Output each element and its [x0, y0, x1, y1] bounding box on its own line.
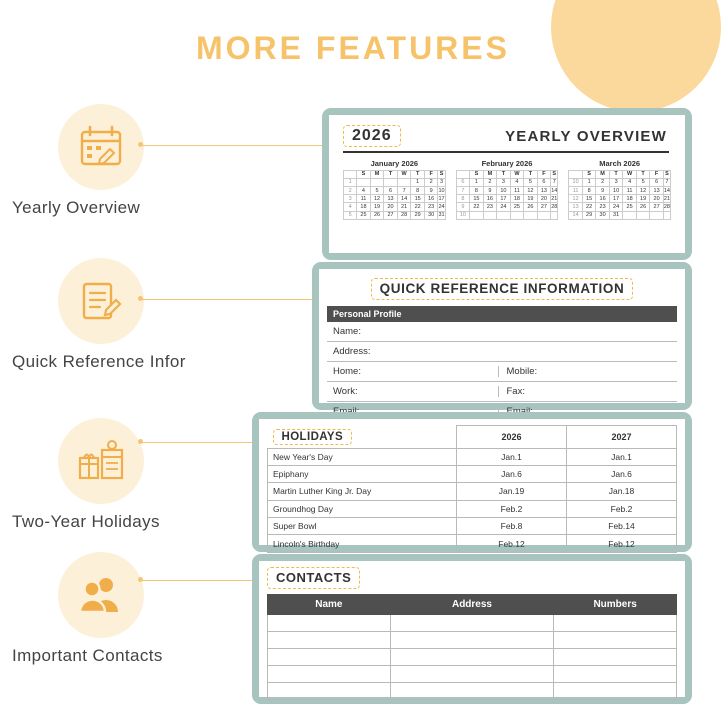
holiday-name: Epiphany: [268, 465, 457, 482]
holiday-date-2026: Feb.12: [457, 535, 567, 552]
holiday-date-2026: Jan.6: [457, 465, 567, 482]
table-row: [268, 535, 677, 552]
contact-name-cell[interactable]: [268, 615, 391, 632]
table-row[interactable]: [268, 666, 677, 683]
feature-label-3: Two-Year Holidays: [12, 512, 160, 531]
calendar-icon: [76, 122, 126, 172]
profile-row[interactable]: [327, 382, 677, 402]
contacts-col-numbers: Numbers: [554, 595, 677, 615]
holiday-gifts-icon: [74, 436, 128, 486]
month-calendar: S M T W T F S 10 1 2 3 4 5 6 7 11 8 9 10 11 12 13 14 12 15 16 17 18 19 20 21 13 22 23 24 25 26 27 28 14 29 30 31: [568, 170, 671, 220]
feature-icon-circle-4: [58, 552, 144, 638]
profile-field-value[interactable]: [498, 346, 671, 357]
page-card-contacts: [252, 554, 692, 704]
month-block: [456, 159, 559, 220]
holiday-date-2027: Feb.2: [567, 500, 677, 517]
month-block: [343, 159, 446, 220]
overview-heading: YEARLY OVERVIEW: [505, 127, 667, 145]
table-row: [268, 483, 677, 500]
contacts-header-row: [268, 595, 677, 615]
contact-numbers-cell[interactable]: [554, 632, 677, 649]
holidays-highlight-box: [273, 429, 353, 445]
holiday-date-2027: Jan.1: [567, 448, 677, 465]
table-row: [268, 465, 677, 482]
profile-field-label: Mobile:: [498, 366, 672, 377]
connector-dot-2: [138, 296, 143, 301]
contact-address-cell[interactable]: [390, 649, 554, 666]
connector-dot-1: [138, 142, 143, 147]
holidays-title: HOLIDAYS: [281, 430, 344, 443]
profile-field-label: Work:: [333, 386, 358, 397]
holidays-body: [268, 448, 677, 552]
month-calendar: S M T W T F S 1 1 2 3 2 4 5 6 7 8 9 10 3 11 12 13 14 15 16 17 4 18 19 20 21 22 23 24 5 25 26 27 28 29 30 31: [343, 170, 446, 220]
contacts-highlight-box: [267, 567, 360, 589]
note-pencil-icon: [76, 276, 126, 326]
overview-year: 2026: [352, 127, 392, 144]
connector-dot-3: [138, 439, 143, 444]
holiday-date-2027: Jan.6: [567, 465, 677, 482]
holiday-date-2027: Feb.14: [567, 518, 677, 535]
feature-yearly-overview: [12, 104, 250, 218]
contacts-title: CONTACTS: [276, 570, 352, 585]
contact-numbers-cell[interactable]: [554, 666, 677, 683]
holiday-date-2026: Jan.1: [457, 448, 567, 465]
feature-icon-circle-3: [58, 418, 144, 504]
contact-address-cell[interactable]: [390, 632, 554, 649]
month-name: January 2026: [370, 158, 419, 168]
quick-reference-heading: QUICK REFERENCE INFORMATION: [379, 281, 625, 296]
page-card-quick-reference: [312, 262, 692, 410]
months-container: [337, 159, 677, 220]
contacts-col-name: Name: [268, 595, 391, 615]
contacts-body: [268, 615, 677, 700]
profile-field-label: Fax:: [498, 386, 672, 397]
table-row[interactable]: [268, 632, 677, 649]
contacts-col-address: Address: [390, 595, 554, 615]
profile-field-value[interactable]: [498, 326, 671, 337]
profile-field-label: Name:: [333, 326, 361, 337]
contact-numbers-cell[interactable]: [554, 649, 677, 666]
holiday-date-2026: Jan.19: [457, 483, 567, 500]
contact-name-cell[interactable]: [268, 649, 391, 666]
contact-name-cell[interactable]: [268, 666, 391, 683]
table-row: [268, 500, 677, 517]
profile-field-label: Address:: [333, 346, 371, 357]
table-row[interactable]: [268, 683, 677, 700]
holiday-date-2027: Jan.18: [567, 483, 677, 500]
holidays-table: [267, 425, 677, 553]
contact-name-cell[interactable]: [268, 683, 391, 700]
contact-address-cell[interactable]: [390, 683, 554, 700]
holidays-header-row: [268, 426, 677, 449]
holiday-name: Groundhog Day: [268, 500, 457, 517]
page-card-holidays: [252, 412, 692, 552]
profile-row[interactable]: [327, 322, 677, 342]
holiday-date-2026: Feb.2: [457, 500, 567, 517]
holiday-name: Lincoln's Birthday: [268, 535, 457, 552]
feature-icon-circle-2: [58, 258, 144, 344]
feature-two-year-holidays: [12, 418, 250, 532]
page-card-yearly-overview: [322, 108, 692, 260]
month-block: [568, 159, 671, 220]
month-name: March 2026: [599, 158, 641, 168]
holidays-col-2027: 2027: [567, 426, 677, 449]
overview-divider: [343, 151, 669, 153]
connector-dot-4: [138, 577, 143, 582]
personal-profile-rows: [327, 322, 677, 422]
feature-label-4: Important Contacts: [12, 646, 163, 665]
contact-numbers-cell[interactable]: [554, 615, 677, 632]
table-row[interactable]: [268, 615, 677, 632]
profile-row[interactable]: [327, 342, 677, 362]
holiday-name: Martin Luther King Jr. Day: [268, 483, 457, 500]
feature-label-1: Yearly Overview: [12, 198, 141, 217]
year-highlight-box: [343, 125, 401, 147]
feature-important-contacts: [12, 552, 250, 666]
quick-reference-highlight-box: [371, 278, 634, 300]
contacts-people-icon: [76, 570, 126, 620]
profile-row[interactable]: [327, 362, 677, 382]
holiday-name: Super Bowl: [268, 518, 457, 535]
holiday-date-2027: Feb.12: [567, 535, 677, 552]
holiday-name: New Year's Day: [268, 448, 457, 465]
personal-profile-bar: Personal Profile: [327, 306, 677, 322]
month-calendar: S M T W T F S 6 1 2 3 4 5 6 7 7 8 9 10 11 12 13 14 8 15 16 17 18 19 20 21 9 22 23 24 25 26 27 28 10: [456, 170, 559, 220]
contacts-table: [267, 594, 677, 700]
holiday-date-2026: Feb.8: [457, 518, 567, 535]
connector-line-1: [140, 145, 336, 146]
contact-address-cell[interactable]: [390, 615, 554, 632]
month-name: February 2026: [481, 158, 533, 168]
table-row: [268, 448, 677, 465]
contact-numbers-cell[interactable]: [554, 683, 677, 700]
contact-address-cell[interactable]: [390, 666, 554, 683]
table-row[interactable]: [268, 649, 677, 666]
feature-label-2: Quick Reference Infor: [12, 352, 186, 371]
profile-field-label: Home:: [333, 366, 361, 377]
feature-icon-circle-1: [58, 104, 144, 190]
contact-name-cell[interactable]: [268, 632, 391, 649]
holidays-col-2026: 2026: [457, 426, 567, 449]
page-title: MORE FEATURES: [196, 30, 510, 66]
table-row: [268, 518, 677, 535]
feature-quick-reference: [12, 258, 250, 372]
decorative-blob-top-right: [551, 0, 721, 112]
